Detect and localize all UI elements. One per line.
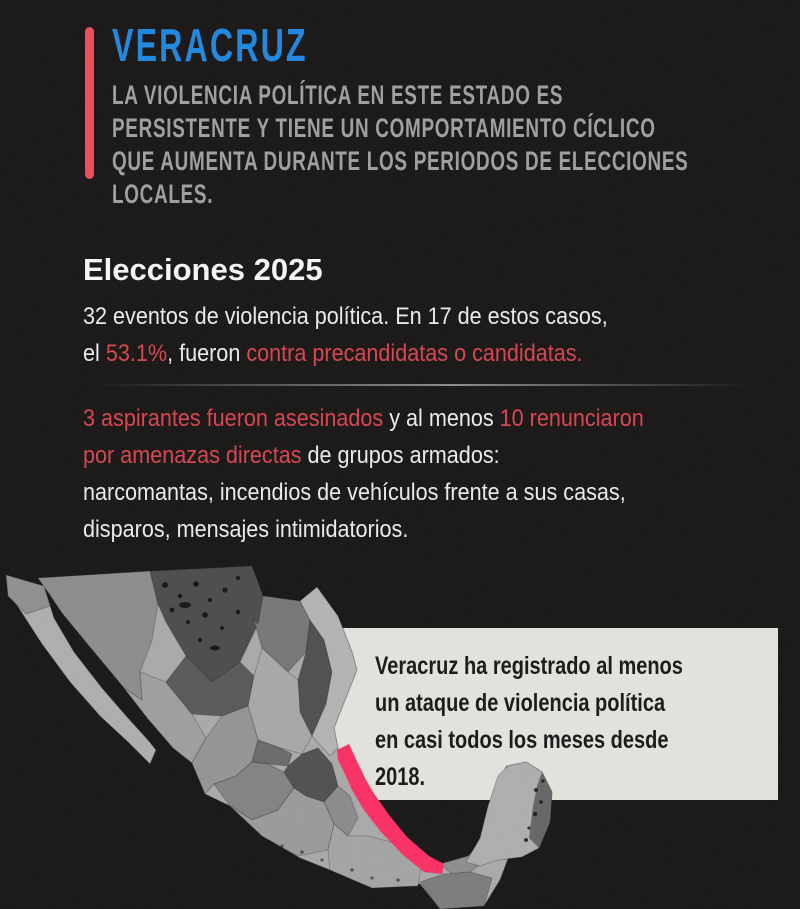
threat-line3: narcomantas, incendios de vehículos frente a sus casas,: [83, 479, 626, 506]
map-note-line: un ataque de violencia política: [375, 689, 666, 717]
stats-line2-mid: , fueron: [167, 340, 247, 367]
state-title: VERACRUZ: [112, 19, 308, 71]
headline-line: QUE AUMENTA DURANTE LOS PERIODOS DE ELECCIONES: [112, 146, 689, 176]
map-note-line: 2018.: [375, 763, 426, 791]
stats-line1: 32 eventos de violencia política. En 17 de estos casos,: [83, 303, 608, 330]
headline-line: LOCALES.: [112, 179, 214, 209]
map-note-line: Veracruz ha registrado al menos: [375, 652, 683, 680]
threat-white1: y al menos: [383, 405, 500, 432]
headline-line: PERSISTENTE Y TIENE UN COMPORTAMIENTO CÍCLICO: [112, 113, 656, 143]
threat-red-menace: por amenazas directas: [83, 442, 302, 469]
stats-line2-pre: el: [83, 340, 106, 367]
map-note-line: en casi todos los meses desde: [375, 726, 669, 754]
stat-percentage: 53.1%: [105, 340, 168, 367]
headline-line: LA VIOLENCIA POLÍTICA EN ESTE ESTADO ES: [112, 80, 564, 110]
threat-line4: disparos, mensajes intimidatorios.: [83, 516, 409, 543]
threat-red-quit: 10 renunciaron: [499, 405, 644, 432]
elections-heading: Elecciones 2025: [83, 252, 323, 287]
stat-highlight: contra precandidatas o candidatas.: [246, 340, 583, 367]
threat-white2: de grupos armados:: [301, 442, 500, 469]
threat-red-killed: 3 aspirantes fueron asesinados: [83, 405, 384, 432]
